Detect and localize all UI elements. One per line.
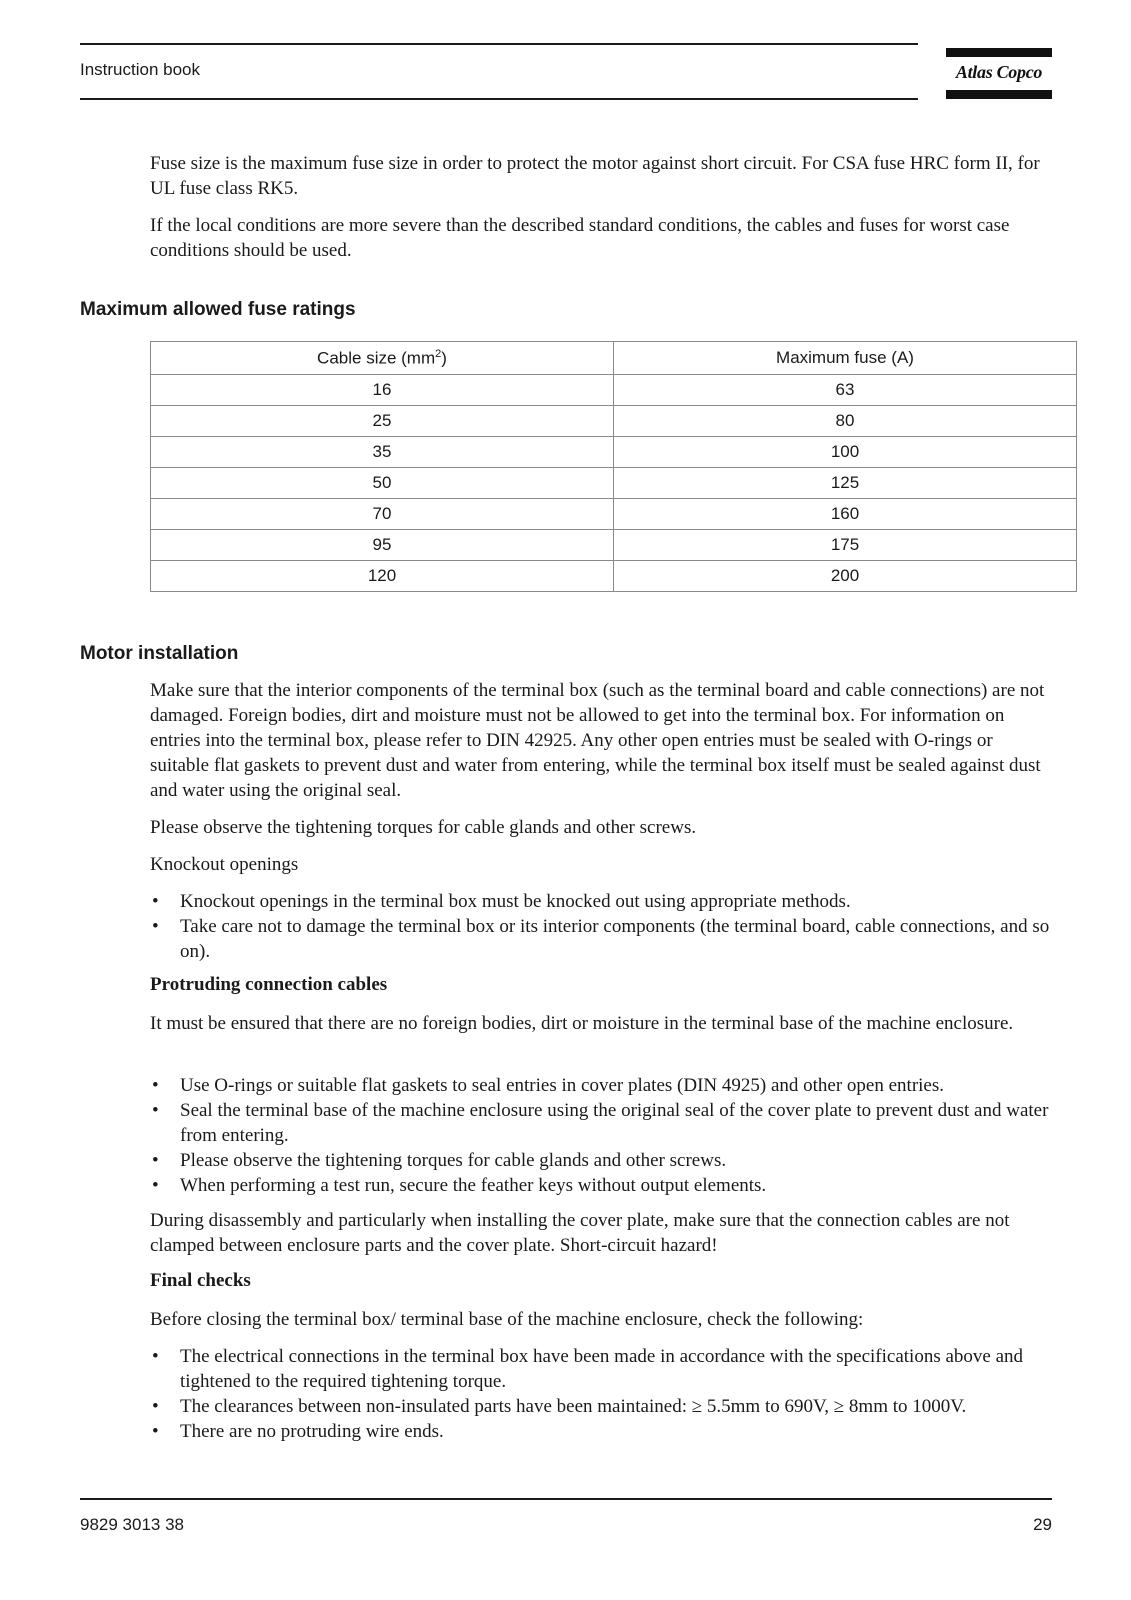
motor-paragraph-2: Please observe the tightening torques for cable glands and other screws. <box>150 817 697 838</box>
list-item: • When performing a test run, secure the feather keys without output elements. <box>152 1175 767 1196</box>
protruding-paragraph: It must be ensured that there are no foreign bodies, dirt or moisture in the terminal base of the machine enclosure. <box>150 1013 1014 1034</box>
list-item: • Use O-rings or suitable flat gaskets to seal entries in cover plates (DIN 4925) and other open entries. <box>152 1075 944 1096</box>
cable-size-cell: 95 <box>151 530 614 561</box>
table-row <box>151 530 1077 561</box>
protruding-cables-heading: Protruding connection cables <box>150 974 388 995</box>
list-item: • The electrical connections in the terminal box have been made in accordance with the specifications above and tightened to the required tightening torque. <box>152 1346 1024 1392</box>
max-fuse-cell: 175 <box>614 530 1077 561</box>
intro-paragraph-2: If the local conditions are more severe than the described standard conditions, the cables and fuses for worst case conditions should be used. <box>150 215 1010 261</box>
knockout-bullet-list <box>150 889 1055 964</box>
list-item: • Seal the terminal base of the machine enclosure using the original seal of the cover plate to prevent dust and water from entering. <box>152 1100 1049 1146</box>
atlas-copco-logo <box>946 48 1052 99</box>
protruding-bullet-list <box>150 1073 1055 1198</box>
document-title: Instruction book <box>80 60 201 79</box>
cable-size-cell: 120 <box>151 561 614 592</box>
final-checks-paragraph: Before closing the terminal box/ terminal base of the machine enclosure, check the following: <box>150 1309 864 1330</box>
document-number: 9829 3013 38 <box>80 1515 184 1534</box>
motor-installation-heading: Motor installation <box>80 643 239 664</box>
max-fuse-cell: 63 <box>614 375 1077 406</box>
table-header-row <box>151 342 1077 375</box>
cable-size-cell: 25 <box>151 406 614 437</box>
max-fuse-cell: 160 <box>614 499 1077 530</box>
list-item: • There are no protruding wire ends. <box>152 1421 444 1442</box>
header-bottom-rule <box>80 98 918 100</box>
footer-rule <box>80 1498 1052 1500</box>
table-row <box>151 437 1077 468</box>
logo-text: Atlas Copco <box>955 62 1043 82</box>
max-fuse-cell: 80 <box>614 406 1077 437</box>
fuse-ratings-heading: Maximum allowed fuse ratings <box>80 299 356 320</box>
final-checks-heading: Final checks <box>150 1270 251 1291</box>
column-header-max-fuse: Maximum fuse (A) <box>614 342 1077 375</box>
cable-size-cell: 70 <box>151 499 614 530</box>
fuse-ratings-table <box>150 341 1077 592</box>
table-row <box>151 468 1077 499</box>
list-item: • Please observe the tightening torques for cable glands and other screws. <box>152 1150 727 1171</box>
cable-size-cell: 50 <box>151 468 614 499</box>
table-row <box>151 561 1077 592</box>
list-item: • The clearances between non-insulated parts have been maintained: ≥ 5.5mm to 690V, ≥ 8mm to 1000V. <box>152 1396 967 1417</box>
max-fuse-cell: 125 <box>614 468 1077 499</box>
max-fuse-cell: 200 <box>614 561 1077 592</box>
disassembly-paragraph: During disassembly and particularly when installing the cover plate, make sure that the connection cables are not clamped between enclosure parts and the cover plate. Short-circuit hazard! <box>150 1210 1010 1256</box>
motor-paragraph-1: Make sure that the interior components of the terminal box (such as the terminal board and cable connections) are not damaged. Foreign bodies, dirt and moisture must not be allowed to get into the terminal box. For information on entries into the terminal box, please refer to DIN 42925. Any other open entries must be sealed with O-rings or suitable flat gaskets to prevent dust and water from entering, while the terminal box itself must be sealed against dust and water using the original seal. <box>150 680 1045 801</box>
column-header-cable-size: Cable size $(mm^2)$ <box>151 342 614 375</box>
table-row <box>151 499 1077 530</box>
header-top-rule <box>80 43 918 45</box>
page-number: 29 <box>1033 1515 1052 1534</box>
intro-paragraph-1: Fuse size is the maximum fuse size in order to protect the motor against short circuit. For CSA fuse HRC form II, for UL fuse class RK5. <box>150 153 1040 199</box>
list-item: • Knockout openings in the terminal box must be knocked out using appropriate methods. <box>152 891 851 912</box>
list-item: • Take care not to damage the terminal box or its interior components (the terminal board, cable connections, and so on). <box>152 916 1050 962</box>
final-checks-bullet-list <box>150 1344 1055 1444</box>
max-fuse-cell: 100 <box>614 437 1077 468</box>
cable-size-cell: 35 <box>151 437 614 468</box>
table-row <box>151 406 1077 437</box>
table-row <box>151 375 1077 406</box>
cable-size-cell: 16 <box>151 375 614 406</box>
knockout-label: Knockout openings <box>150 854 299 875</box>
